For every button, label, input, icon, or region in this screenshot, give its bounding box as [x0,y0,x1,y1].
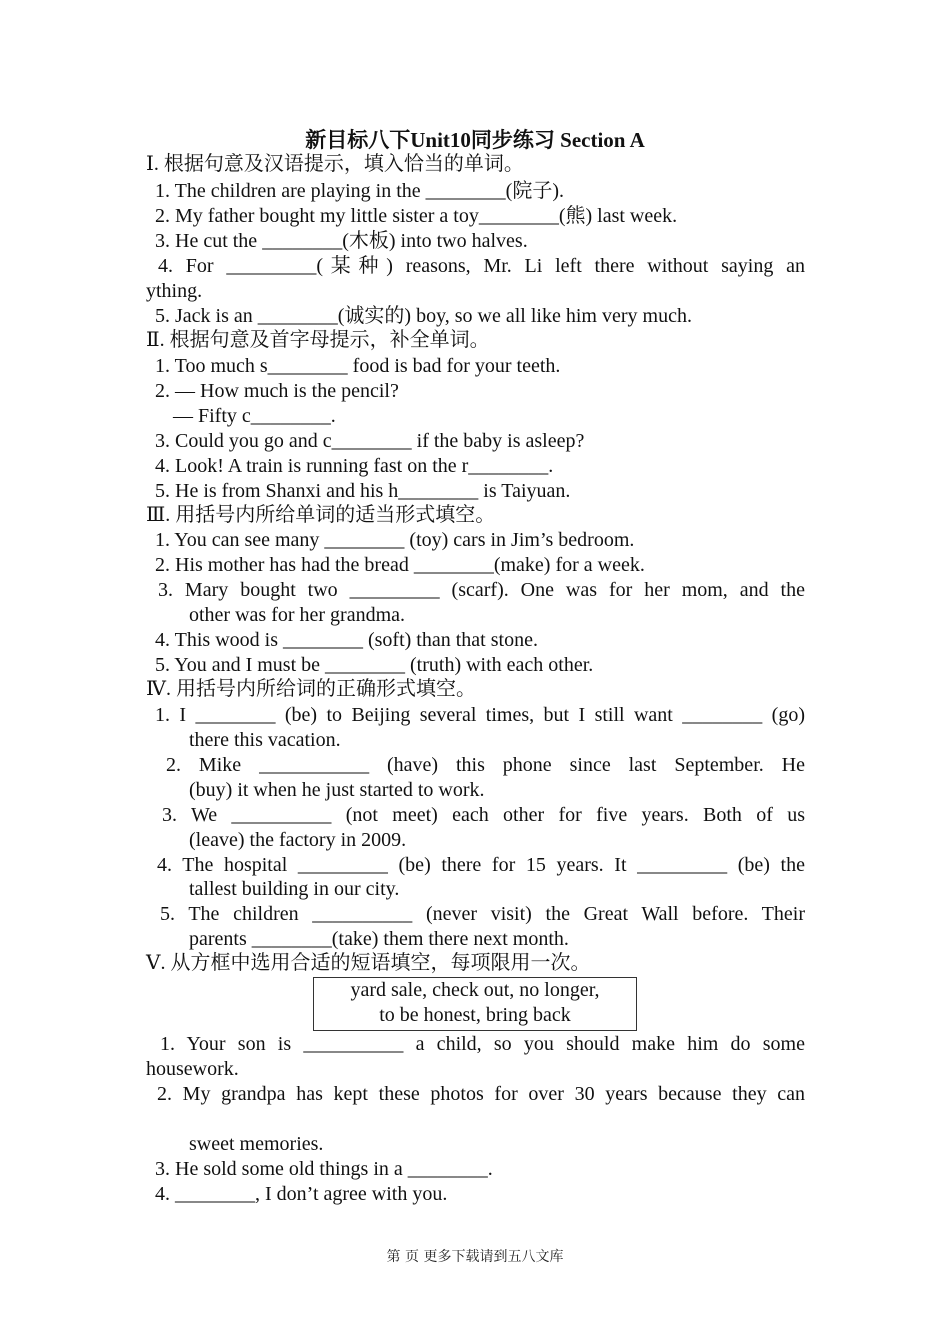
section-1-heading: Ⅰ. 根据句意及汉语提示，填入恰当的单词。 [146,153,524,175]
s4-question-4-line2: tallest building in our city. [189,878,400,900]
s2-question-2-line2: — Fifty c________. [173,405,336,427]
section-4-heading: Ⅳ. 用括号内所给词的正确形式填空。 [146,678,476,700]
page-title: 新目标八下Unit10同步练习 Section A [305,128,645,152]
s5-question-3: 3. He sold some old things in a ________. [155,1158,493,1180]
s1-question-5: 5. Jack is an ________(诚实的) boy, so we all like him very much. [155,305,692,327]
s5-question-4: 4. ________, I don’t agree with you. [155,1183,448,1205]
section-3-heading: Ⅲ. 用括号内所给单词的适当形式填空。 [146,504,496,526]
s3-question-4: 4. This wood is ________ (soft) than that stone. [155,629,538,651]
s1-question-4-line2: ything. [146,280,203,302]
phrase-box-line2: to be honest, bring back [379,1004,571,1026]
s2-question-3: 3. Could you go and c________ if the baby is asleep? [155,430,585,452]
s4-question-3-line2: (leave) the factory in 2009. [189,829,407,851]
s1-question-1: 1. The children are playing in the ________(院子). [155,180,564,202]
s1-question-3: 3. He cut the ________(木板) into two halves. [155,230,528,252]
s5-question-1-line1: 1. Your son is __________ a child, so you should make him do some [160,1033,805,1055]
phrase-box-line1: yard sale, check out, no longer, [350,979,600,1001]
s4-question-4-line1: 4. The hospital _________ (be) there for 15 years. It _________ (be) the [157,854,805,876]
s4-question-2-line1: 2. Mike ___________ (have) this phone since last September. He [166,754,805,776]
s3-question-5: 5. You and I must be ________ (truth) with each other. [155,654,594,676]
page-footer: 第 页 更多下载请到五八文库 [386,1249,564,1265]
s2-question-4: 4. Look! A train is running fast on the r________. [155,455,554,477]
s5-question-1-line2: housework. [146,1058,239,1080]
s2-question-5: 5. He is from Shanxi and his h________ is Taiyuan. [155,480,571,502]
s4-question-5-line1: 5. The children __________ (never visit) the Great Wall before. Their [160,903,805,925]
s4-question-2-line2: (buy) it when he just started to work. [189,779,485,801]
s4-question-5-line2: parents ________(take) them there next month. [189,928,569,950]
s2-question-2-line1: 2. — How much is the pencil? [155,380,399,402]
s4-question-3-line1: 3. We __________ (not meet) each other for five years. Both of us [162,804,805,826]
section-2-heading: Ⅱ. 根据句意及首字母提示，补全单词。 [146,329,490,351]
s4-question-1-line2: there this vacation. [189,729,341,751]
s4-question-1-line1: 1. I ________ (be) to Beijing several times, but I still want ________ (go) [155,704,805,726]
s3-question-1: 1. You can see many ________ (toy) cars in Jim’s bedroom. [155,529,635,551]
s2-question-1: 1. Too much s________ food is bad for your teeth. [155,355,561,377]
s1-question-2: 2. My father bought my little sister a toy________(熊) last week. [155,205,678,227]
phrase-box [313,977,637,1031]
section-5-heading: Ⅴ. 从方框中选用合适的短语填空，每项限用一次。 [146,952,591,974]
s1-question-4-line1: 4. For _________(某种) reasons, Mr. Li left there without saying an [158,255,805,277]
s5-question-2-line1: 2. My grandpa has kept these photos for over 30 years because they can [157,1083,805,1105]
s3-question-3-line1: 3. Mary bought two _________ (scarf). One was for her mom, and the [158,579,805,601]
s5-question-2-line2: sweet memories. [189,1133,324,1155]
s3-question-3-line2: other was for her grandma. [189,604,406,626]
s3-question-2: 2. His mother has had the bread ________(make) for a week. [155,554,645,576]
